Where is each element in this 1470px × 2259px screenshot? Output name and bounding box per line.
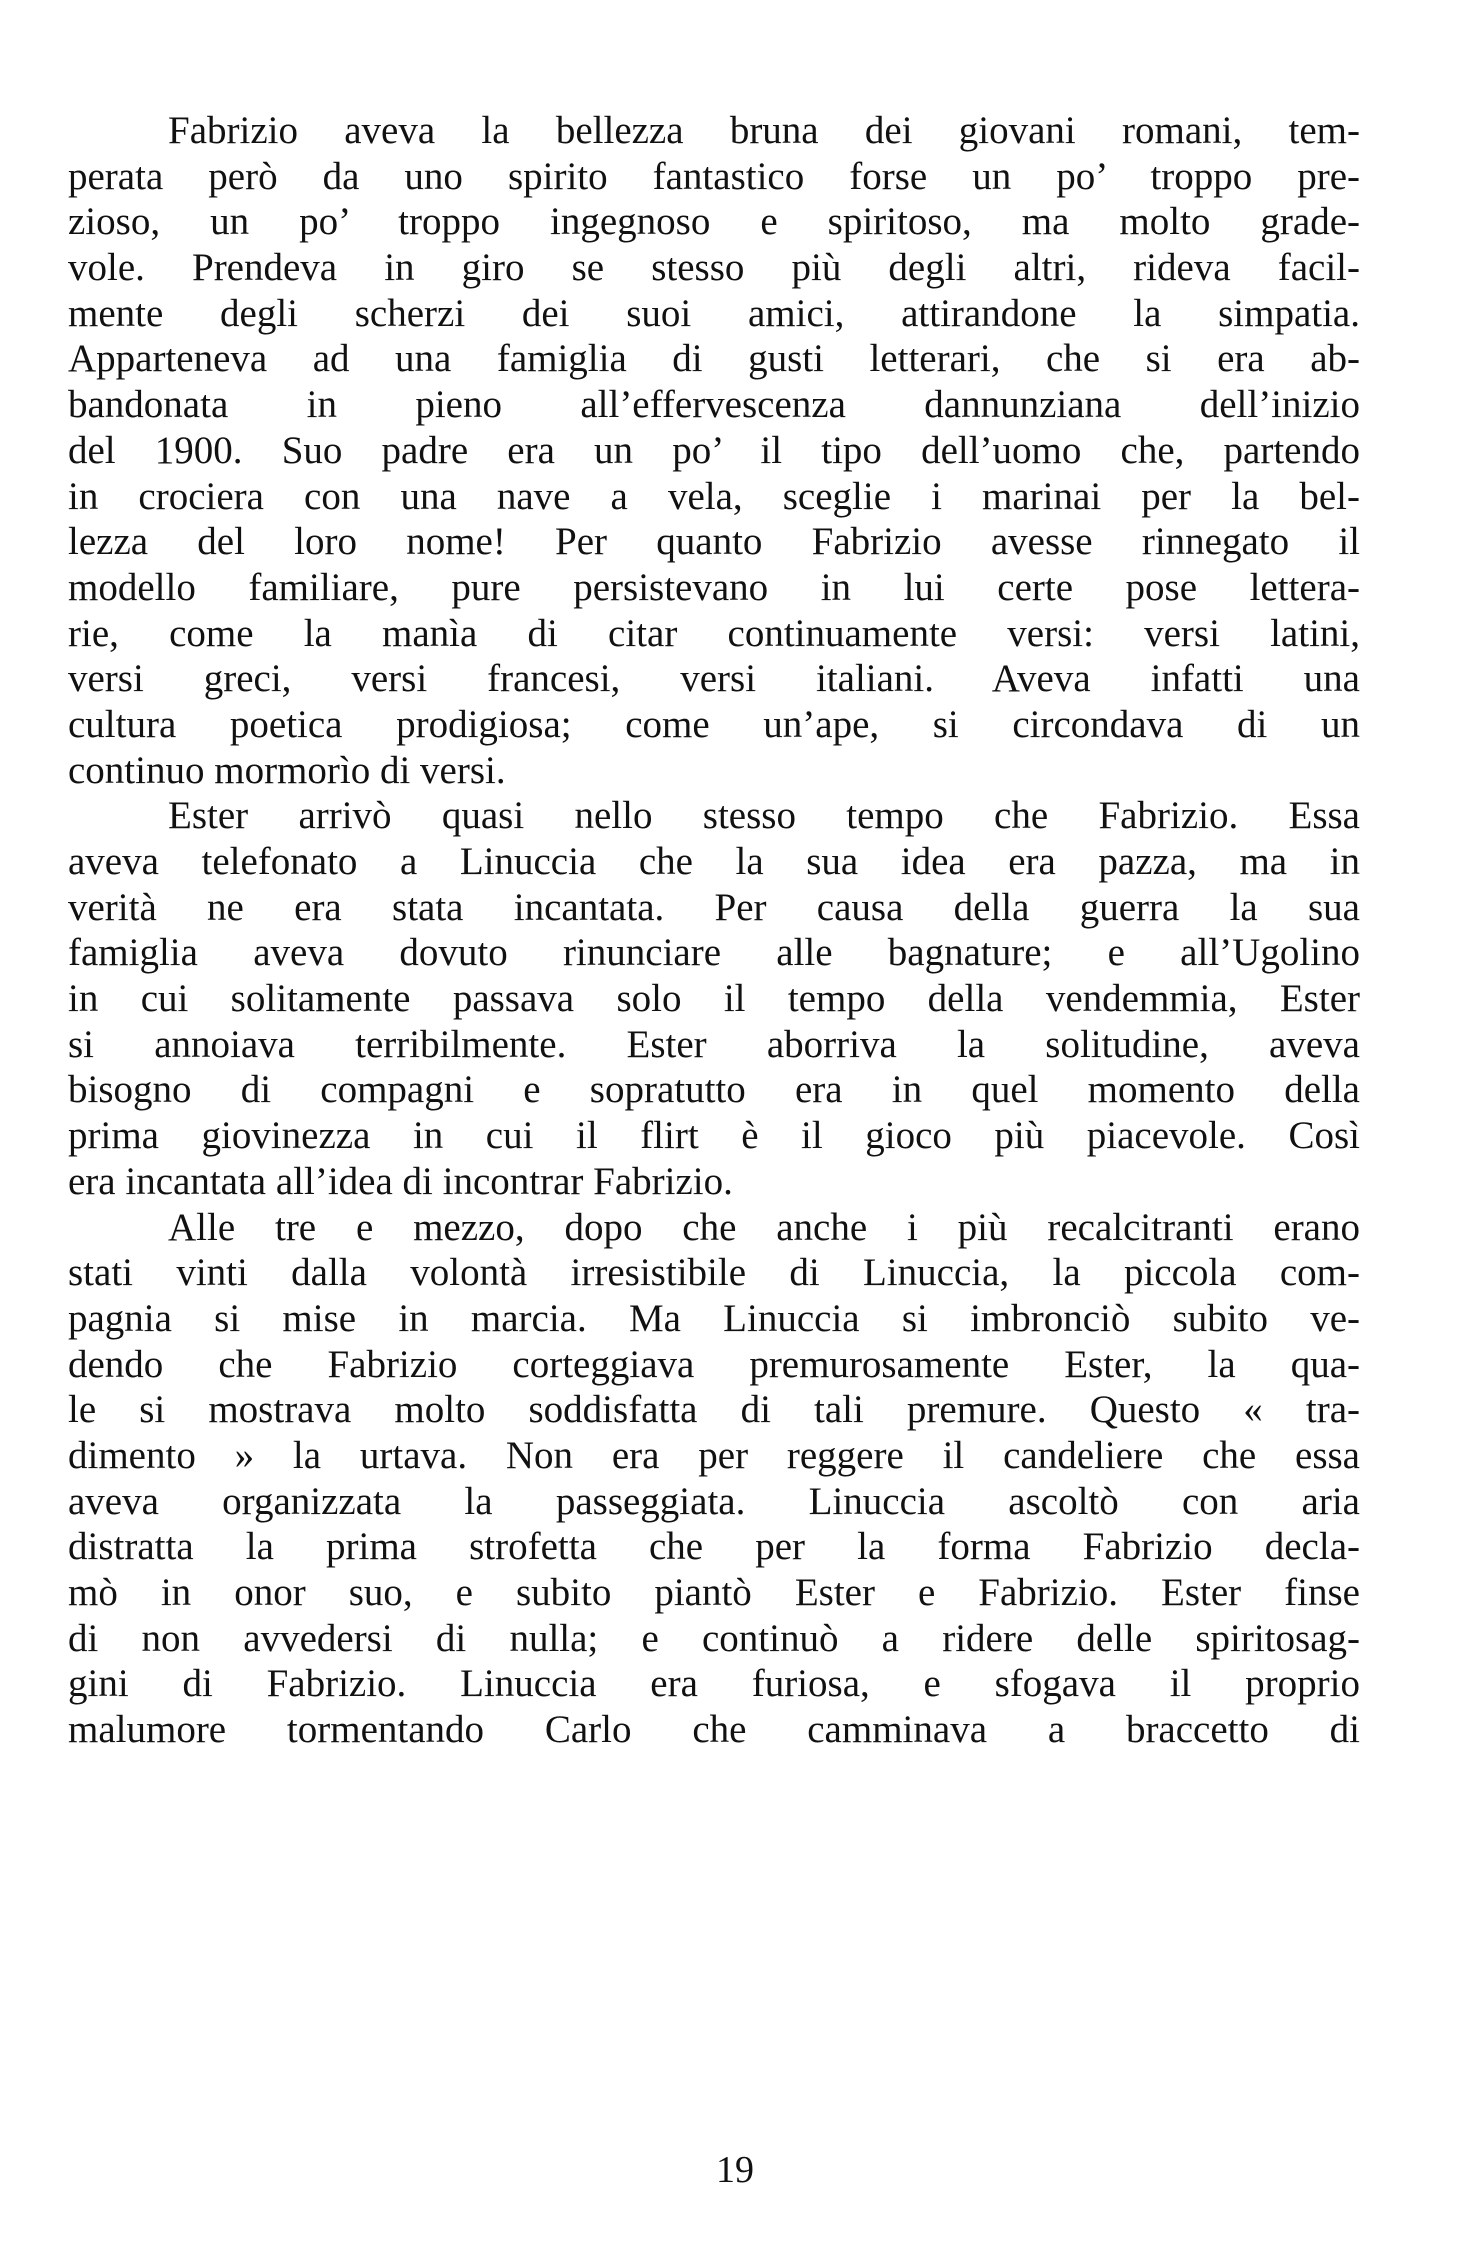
text-line: in cui solitamente passava solo il tempo della vendemmia, Ester (68, 977, 1360, 1021)
text-line: dendo che Fabrizio corteggiava premurosamente Ester, la qua- (68, 1342, 1360, 1386)
text-line: zioso, un po’ troppo ingegnoso e spiritoso, ma molto grade- (68, 200, 1360, 244)
text-line: mò in onor suo, e subito piantò Ester e Fabrizio. Ester finse (68, 1571, 1360, 1614)
text-line: dimento » la urtava. Non era per reggere il candeliere che essa (68, 1433, 1360, 1477)
text-line: Fabrizio aveva la bellezza bruna dei giovani romani, tem- (168, 109, 1360, 152)
text-line: gini di Fabrizio. Linuccia era furiosa, e sfogava il proprio (68, 1662, 1360, 1706)
text-line: verità ne era stata incantata. Per causa della guerra la sua (68, 885, 1360, 929)
text-line: mente degli scherzi dei suoi amici, attirandone la simpatia. (68, 291, 1360, 335)
text-line: lezza del loro nome! Per quanto Fabrizio avesse rinnegato il (68, 520, 1360, 564)
text-line: malumore tormentando Carlo che camminava a braccetto di (68, 1708, 1360, 1752)
text-line: continuo mormorìo di versi. (68, 748, 506, 792)
text-line: Apparteneva ad una famiglia di gusti letterari, che si era ab- (68, 337, 1360, 381)
text-line: stati vinti dalla volontà irresistibile di Linuccia, la piccola com- (68, 1251, 1360, 1295)
page-number: 19 (716, 2149, 754, 2191)
text-line: prima giovinezza in cui il flirt è il gioco più piacevole. Così (68, 1114, 1360, 1158)
text-line: versi greci, versi francesi, versi italiani. Aveva infatti una (68, 657, 1360, 701)
text-line: le si mostrava molto soddisfatta di tali premure. Questo « tra- (68, 1388, 1360, 1432)
text-line: modello familiare, pure persistevano in lui certe pose lettera- (68, 565, 1360, 609)
text-line: perata però da uno spirito fantastico forse un po’ troppo pre- (68, 154, 1360, 198)
text-line: pagnia si mise in marcia. Ma Linuccia si imbronciò subito ve- (68, 1296, 1360, 1340)
text-line: di non avvedersi di nulla; e continuò a ridere delle spiritosag- (68, 1616, 1360, 1660)
text-line: era incantata all’idea di incontrar Fabrizio. (68, 1159, 733, 1203)
text-line: si annoiava terribilmente. Ester aborriva la solitudine, aveva (68, 1022, 1360, 1066)
text-line: in crociera con una nave a vela, sceglie i marinai per la bel- (68, 474, 1360, 518)
text-line: rie, come la manìa di citar continuamente versi: versi latini, (68, 611, 1360, 655)
text-line: distratta la prima strofetta che per la forma Fabrizio decla- (68, 1525, 1360, 1569)
text-line: aveva organizzata la passeggiata. Linuccia ascoltò con aria (68, 1479, 1360, 1523)
text-line: aveva telefonato a Linuccia che la sua idea era pazza, ma in (68, 840, 1360, 883)
text-line: del 1900. Suo padre era un po’ il tipo dell’uomo che, partendo (68, 428, 1360, 472)
text-line: Ester arrivò quasi nello stesso tempo che Fabrizio. Essa (168, 794, 1360, 838)
text-line: famiglia aveva dovuto rinunciare alle bagnature; e all’Ugolino (68, 931, 1360, 975)
text-line: vole. Prendeva in giro se stesso più degli altri, rideva facil- (68, 246, 1360, 290)
text-line: bandonata in pieno all’effervescenza dannunziana dell’inizio (68, 383, 1360, 427)
text-line: bisogno di compagni e sopratutto era in quel momento della (68, 1068, 1360, 1112)
text-line: cultura poetica prodigiosa; come un’ape, si circondava di un (68, 702, 1360, 746)
text-line: Alle tre e mezzo, dopo che anche i più recalcitranti erano (168, 1205, 1360, 1249)
body-text (68, 108, 1360, 1753)
